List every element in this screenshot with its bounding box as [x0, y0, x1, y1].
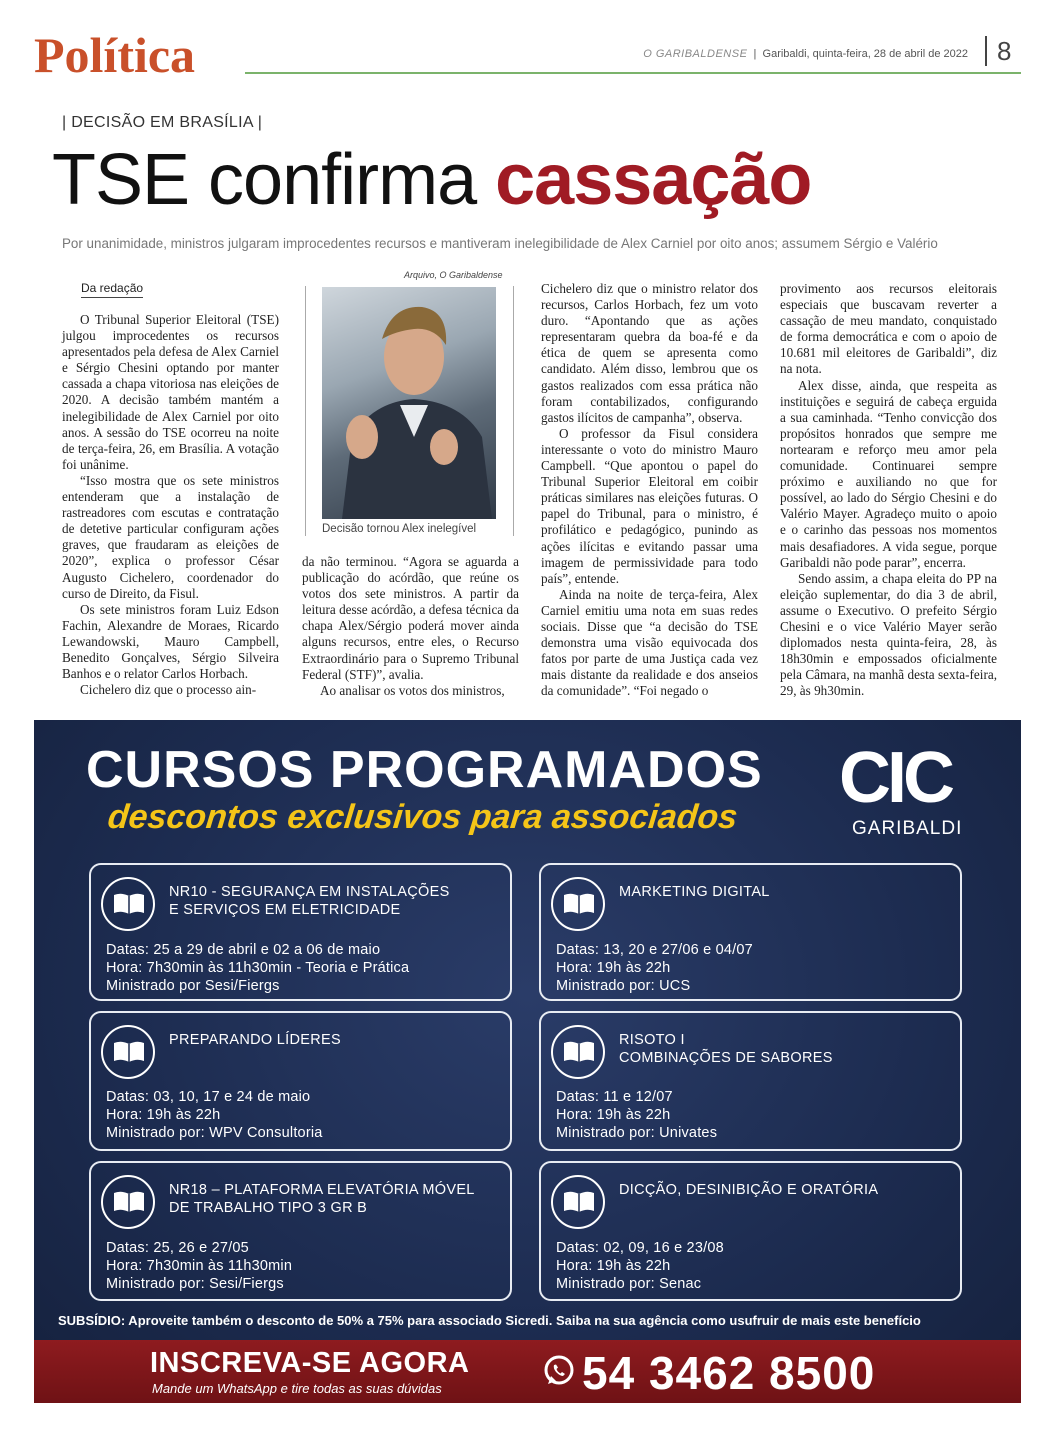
book-icon: [551, 1175, 605, 1229]
course-title: RISOTO I COMBINAÇÕES DE SABORES: [619, 1032, 833, 1066]
book-icon: [551, 877, 605, 931]
paragraph: da não terminou. “Agora se aguarda a publicação do acórdão, que reúne os votos dos sete ministros. A partir da leitura desse acórdão, a defesa técnica da chapa Alex/Sérgio poderá mover ainda alguns recursos, entre eles, o Recurso Extraordinário para o Supremo Tribunal Federal (STF)”, avalia.: [302, 554, 519, 682]
section-title: Política: [34, 27, 196, 83]
paper-info: [643, 48, 968, 60]
cic-logo: CIC: [839, 738, 951, 818]
paragraph: Sendo assim, a chapa eleita do PP na eleição suplementar, do dia 3 de abril, assume o Executivo. O prefeito Sérgio Chesini e o vice Valério Mayer serão diplomados nesta quinta-feira, 28, às 18h30min e empossados oficialmente pela Câmara, na manhã desta sexta-feira, 29, às 9h30min.: [780, 570, 997, 699]
paragraph: “Isso mostra que os sete ministros entenderam que a instalação de rastreadores com escutas e contratação de detetive particular configuram ações graves, que fraudaram as eleições de 2020”, explica o professor César Augusto Cichelero, coordenador do curso de Direito, da Fisul.: [62, 472, 279, 601]
course-title: MARKETING DIGITAL: [619, 884, 770, 900]
paragraph: O professor da Fisul considera interessante o voto do ministro Mauro Campbell. “Que apontou o papel do Tribunal Superior Eleitoral em coibir práticas similares nas eleições futuras. O papel do Tribunal, para o ministro, é profilático e pedagógico, punindo as ações ilícitas e evitando passar uma imagem de permissividade para todo país”, entende.: [541, 425, 758, 586]
paper-name: O GARIBALDENSE: [643, 48, 748, 60]
course-title: DICÇÃO, DESINIBIÇÃO E ORATÓRIA: [619, 1182, 879, 1198]
signup-cta[interactable]: INSCREVA-SE AGORA: [150, 1347, 470, 1379]
photo-credit: Arquivo, O Garibaldense: [404, 270, 503, 280]
course-details: Datas: 03, 10, 17 e 24 de maio Hora: 19h às 22h Ministrado por: WPV Consultoria: [106, 1089, 323, 1141]
course-title: PREPARANDO LÍDERES: [169, 1032, 341, 1048]
photo-caption: Decisão tornou Alex inelegível: [322, 523, 477, 535]
paragraph: Alex disse, ainda, que respeita as instituições e seguirá de cabeça erguida a sua caminhada. “Tenho convicção dos propósitos honrados que sempre me nortearam e reforço meu amor pela comunidade. Continuarei sempre próximo e auxiliando no que for possível, ao lado do Sérgio Chesini e do Valério Mayer. Agradeço muito o apoio e o carinho das pessoas nos momentos mais desafiadores. A vida segue, porque Garibaldi não pode parar”, encerra.: [780, 377, 997, 570]
ad-tagline: descontos exclusivos para associados: [106, 798, 740, 836]
paper-separator: |: [753, 48, 757, 60]
course-card[interactable]: [89, 1161, 512, 1301]
course-card[interactable]: [539, 1161, 962, 1301]
ad-title: CURSOS PROGRAMADOS: [86, 741, 763, 799]
course-card[interactable]: [89, 1011, 512, 1151]
course-card[interactable]: [89, 863, 512, 1001]
subhead: Por unanimidade, ministros julgaram improcedentes recursos e mantiveram inelegibilidade de Alex Carniel por oito anos; assumem Sérgio e Valério: [62, 236, 938, 251]
phone-number[interactable]: 54 3462 8500: [582, 1347, 876, 1399]
signup-cta-subtitle: Mande um WhatsApp e tire todas as suas dúvidas: [152, 1381, 442, 1396]
article-column-1: [62, 312, 279, 698]
headline: [52, 140, 811, 220]
header-divider: [245, 72, 1021, 74]
column-rule: [513, 286, 514, 536]
course-details: Datas: 13, 20 e 27/06 e 04/07 Hora: 19h às 22h Ministrado por: UCS: [556, 942, 753, 994]
headline-part1: TSE confirma: [52, 140, 496, 220]
kicker: | DECISÃO EM BRASÍLIA |: [62, 114, 263, 131]
paragraph: Cichelero diz que o processo ain-: [80, 682, 257, 698]
portrait-illustration: [322, 287, 496, 519]
course-card[interactable]: [539, 1011, 962, 1151]
paragraph: Ao analisar os votos dos ministros,: [320, 682, 505, 698]
course-details: Datas: 25 a 29 de abril e 02 a 06 de maio Hora: 7h30min às 11h30min - Teoria e Prática Ministrado por Sesi/Fiergs: [106, 942, 410, 994]
book-icon: [101, 877, 155, 931]
cic-logo-subtitle: GARIBALDI: [852, 818, 963, 839]
ad-footer: [34, 1340, 1021, 1403]
paragraph: Ainda na noite de terça-feira, Alex Carniel emitiu uma nota em suas redes sociais. Disse que “a decisão do TSE demonstra uma visão equivocada dos fatos por parte de uma Justiça cada vez mais distante da realidade e dos anseios da comunidade”. “Foi negado o: [541, 586, 758, 699]
book-icon: [101, 1175, 155, 1229]
course-card[interactable]: [539, 863, 962, 1001]
course-details: Datas: 25, 26 e 27/05 Hora: 7h30min às 11h30min Ministrado por: Sesi/Fiergs: [106, 1240, 293, 1292]
paragraph: Os sete ministros foram Luiz Edson Fachin, Alexandre de Moraes, Ricardo Lewandowski, Mauro Campbell, Benedito Gonçalves, Sérgio Silveira Banhos e o relator Carlos Horbach.: [62, 601, 279, 682]
article-column-2: [302, 554, 519, 699]
paragraph: Cichelero diz que o ministro relator dos recursos, Carlos Horbach, fez um voto duro. “Apontando que as ações representaram quebra da boa-fé e da ética de quem se apresenta como candidato. Além disso, lembrou que os gastos realizados com essa prática não foram contabilizados, configurando gastos ilícitos de campanha”, observa.: [541, 281, 758, 425]
book-icon: [551, 1025, 605, 1079]
date-line: Garibaldi, quinta-feira, 28 de abril de 2022: [762, 48, 968, 60]
book-icon: [101, 1025, 155, 1079]
page-number: 8: [985, 36, 1011, 66]
article-photo: [322, 287, 496, 519]
subsidy-notice: SUBSÍDIO: Aproveite também o desconto de 50% a 75% para associado Sicredi. Saiba na sua agência como usufruir de mais este benefício: [58, 1313, 921, 1328]
paragraph: provimento aos recursos eleitorais especiais que buscavam reverter a cassação de meu mandato, conquistado de forma democrática e com o apoio de 10.681 mil eleitores de Garibaldi”, diz na nota.: [780, 281, 997, 377]
paragraph: O Tribunal Superior Eleitoral (TSE) julgou improcedentes os recursos apresentados pela defesa de Alex Carniel e Sérgio Chesini optando por manter cassada a chapa vitoriosa nas eleições de 2020. A decisão também mantém a inelegibilidade de Alex Carniel por oito anos. A sessão do TSE ocorreu na noite de terça-feira, 26, em Brasília. A votação foi unânime.: [62, 312, 279, 472]
advertisement: [34, 720, 1021, 1403]
article-column-4: [780, 281, 997, 699]
course-details: Datas: 02, 09, 16 e 23/08 Hora: 19h às 22h Ministrado por: Senac: [556, 1240, 724, 1292]
headline-part2: cassação: [495, 140, 812, 220]
article-column-3: [541, 281, 758, 699]
byline: Da redação: [81, 281, 143, 298]
course-details: Datas: 11 e 12/07 Hora: 19h às 22h Ministrado por: Univates: [556, 1089, 718, 1141]
column-rule: [305, 286, 306, 536]
course-title: NR18 – PLATAFORMA ELEVATÓRIA MÓVEL DE TRABALHO TIPO 3 GR B: [169, 1182, 475, 1216]
whatsapp-icon: [542, 1354, 576, 1388]
course-title: NR10 - SEGURANÇA EM INSTALAÇÕES E SERVIÇOS EM ELETRICIDADE: [169, 884, 450, 918]
